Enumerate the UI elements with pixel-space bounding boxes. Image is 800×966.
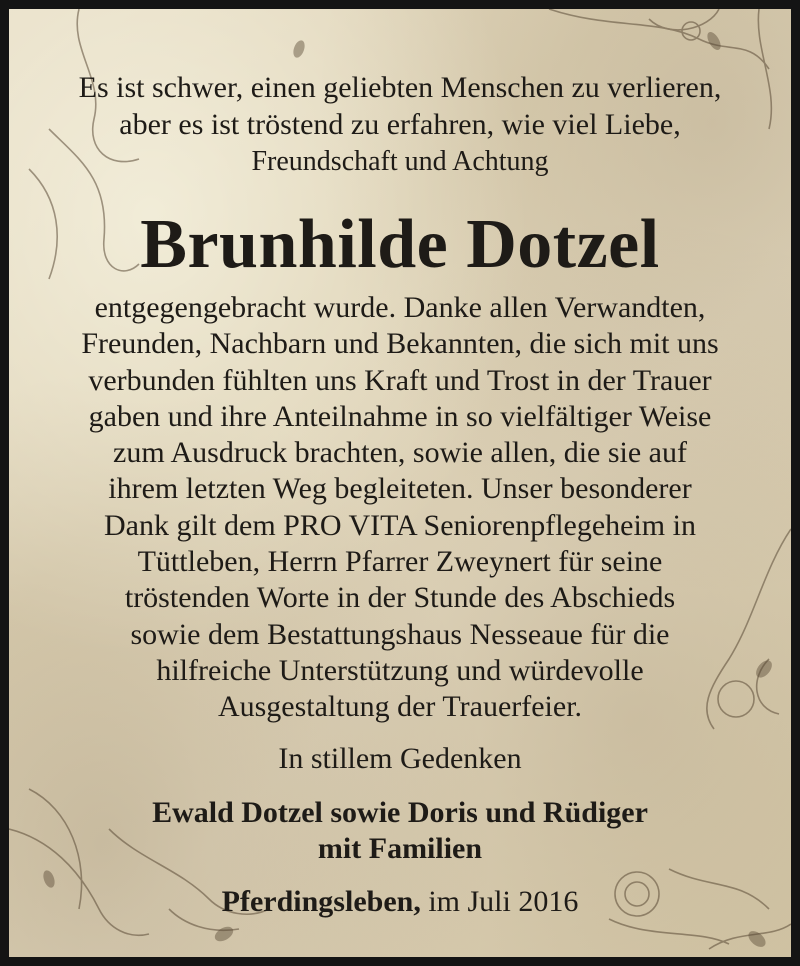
body-line: Ausgestaltung der Trauerfeier. — [217, 690, 583, 724]
body-line: entgegengebracht wurde. Danke allen Verwandten, — [94, 291, 706, 324]
intro-line: Freundschaft und Achtung — [251, 146, 549, 177]
signers-line: mit Familien — [317, 832, 483, 865]
intro-line: aber es ist tröstend zu erfahren, wie viel Liebe, — [119, 108, 681, 141]
date: im Juli 2016 — [428, 885, 579, 918]
body-line: tröstenden Worte in der Stunde des Abschieds — [124, 581, 676, 615]
body-line: gaben und ihre Anteilnahme in so vielfältiger Weise — [88, 399, 712, 433]
signers-line: Ewald Dotzel sowie Doris und Rüdiger — [152, 796, 648, 829]
body-line: ihrem letzten Weg begleiteten. Unser besonderer — [108, 472, 692, 506]
obituary-text — [9, 9, 791, 957]
place: Pferdingsleben, — [221, 885, 421, 918]
deceased-name: Brunhilde Dotzel — [140, 206, 660, 283]
body-line: Dank gilt dem PRO VITA Seniorenpflegeheim in — [104, 508, 696, 542]
place-and-date — [9, 884, 791, 920]
body-line: zum Ausdruck brachten, sowie allen, die sie auf — [113, 436, 687, 470]
closing-phrase: In stillem Gedenken — [278, 742, 522, 775]
signers — [9, 795, 791, 867]
thanks-paragraph — [9, 290, 791, 726]
body-line: Freunden, Nachbarn und Bekannten, die sich mit uns — [81, 327, 719, 361]
body-line: sowie dem Bestattungshaus Nesseaue für die — [130, 617, 670, 651]
intro-line: Es ist schwer, einen geliebten Menschen zu verlieren, — [78, 71, 722, 104]
body-line: Tüttleben, Herrn Pfarrer Zweynert für seine — [137, 545, 663, 579]
body-line: hilfreiche Unterstützung und würdevolle — [156, 653, 644, 687]
body-line: verbunden fühlten uns Kraft und Trost in der Trauer — [88, 363, 712, 397]
intro-paragraph — [9, 69, 791, 180]
